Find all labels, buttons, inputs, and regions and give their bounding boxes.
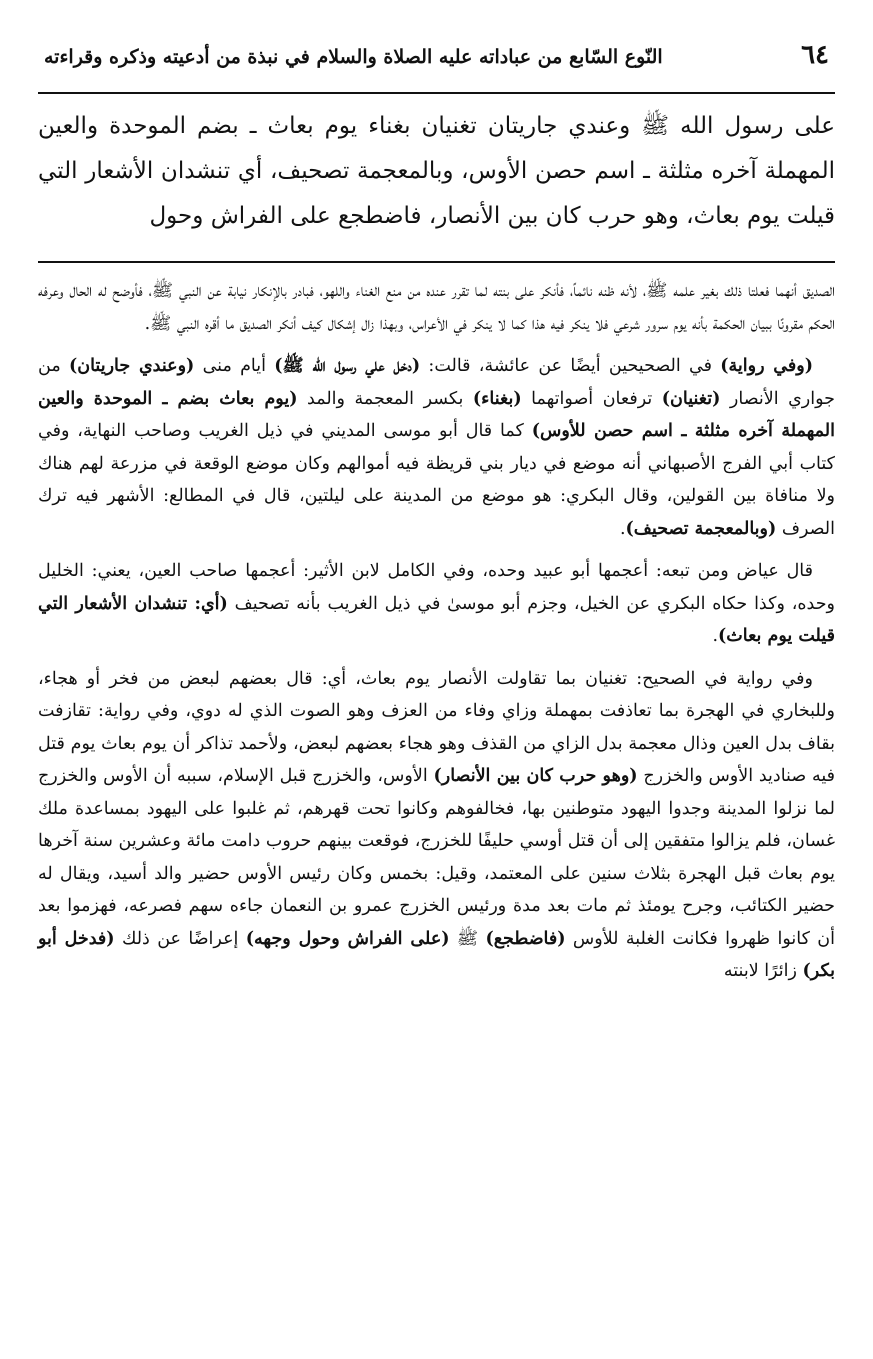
running-header: [38, 40, 835, 94]
main-text: [38, 104, 835, 239]
commentary-text: بكسر المعجمة والمد: [297, 388, 473, 409]
quoted-text: (فاضطجع): [485, 928, 566, 949]
commentary-text: .: [619, 518, 626, 539]
main-text-paragraph: على رسول الله ﷺ وعندي جاريتان تغنيان بغناء يوم بعاث ـ بضم الموحدة والعين المهملة آخره مثلثة ـ اسم حصن الأوس، وبالمعجمة تصحيف، أي تنشدان الأشعار التي قيلت يوم بعاث، وهو حرب كان بين الأنصار، فاضطجع على الفراش وحول: [38, 113, 835, 229]
quoted-text: (وهو حرب كان بين الأنصار): [433, 766, 638, 786]
quoted-text: (دخل علي رسول الله ﷺ): [274, 356, 421, 376]
commentary-text: .: [712, 626, 719, 646]
commentary-paragraph-2: [38, 350, 835, 545]
quoted-text: (أي: تنشدان الأشعار التي قيلت يوم بعاث): [38, 593, 835, 646]
commentary-text: في الصحيحين أيضًا عن عائشة، قالت:: [420, 356, 721, 376]
commentary-text: من جواري الأنصار: [38, 356, 835, 409]
commentary-text: وفي رواية في الصحيح: تغنيان بما تقاولت الأنصار يوم بعاث، أي: قال بعضهم لبعض من فخر أو هجاء، وللبخاري في الهجرة بما تعاذفت بمهملة وزاي وفاء من العزف وهو الصوت الذي له دوي، وفي رواية: تقازفت بقاف بدل العين وذال معجمة بدل الزاي من القذف وهو هجاء بعضهم لبعض، ولأحمد تذاكر أن يوم بعاث يوم قتل فيه صناديد الأوس والخزرج: [38, 668, 835, 786]
quoted-text: (تغنيان): [661, 388, 721, 409]
commentary-text: ﷺ: [449, 928, 486, 949]
quoted-text: (يوم بعاث بضم ـ الموحدة والعين المهملة آخره مثلثة ـ اسم حصن للأوس): [38, 388, 835, 441]
commentary-paragraph-4: [38, 663, 835, 988]
commentary-text: أيام منى: [194, 356, 275, 376]
quoted-text: (فدخل أبو بكر): [38, 928, 835, 981]
commentary-text: الأوس، والخزرج قبل الإسلام، سببه أن الأوس والخزرج لما نزلوا المدينة وجدوا اليهود متوطنين بها، فخالفوهم وكانوا تحت قهرهم، ثم غلبوا على اليهود بمساعدة ملك غسان، فلم يزالوا متفقين إلى أن قتل أوسي حليفًا للخزرج، فوقعت بينهم حروب دامت مائة وعشرين سنة آخرها يوم بعاث قبل الهجرة بثلاث سنين على المعتمد، وقيل: بخمس وكان رئيس الأوس حضير والد أسيد، ويقال له حضير الكتائب، وجرح يومئذ ثم مات بعد مدة ورئيس الخزرج عمرو بن النعمان جاءه سهم فصرعه، فهزموا بعد أن كانوا ظهروا فكانت الغلبة للأوس: [38, 766, 836, 949]
quoted-text: (بغناء): [472, 388, 522, 409]
quoted-text: (وفي رواية): [720, 356, 813, 376]
commentary-paragraph-3: [38, 555, 835, 653]
commentary-text: إعراضًا عن ذلك: [114, 928, 246, 949]
commentary-text: زائرًا لابنته: [723, 961, 803, 981]
commentary-text: ترفعان أصواتهما: [521, 388, 662, 409]
quoted-text: (وبالمعجمة تصحيف): [625, 518, 777, 539]
page-number: ٦٤: [801, 40, 829, 70]
commentary: [38, 275, 835, 988]
commentary-text: كما قال أبو موسى المديني في ذيل الغريب وصاحب النهاية، وفي كتاب أبي الفرج الأصبهاني أنه موضع في ديار بني قريظة فيه أموالهم وكان موضع الوقعة في مزرعة لهم هناك ولا منافاة بين القولين، وقال البكري: هو موضع من المدينة على ليلتين، قال في المطالع: الأشهر فيه ترك الصرف: [38, 421, 835, 539]
commentary-paragraph-1: الصديق أنهما فعلتا ذلك بغير علمه ﷺ، لأنه ظنه نائماً، فأنكر على بنته لما تقرر عنده من منع الغناء واللهو، فبادر بالإنكار نيابة عن النبي ﷺ، فأوضح له الحال وعرفه الحكم مقرونًا ببيان الحكمة بأنه يوم سرور شرعي فلا ينكر فيه هذا كما لا ينكر في الأعراس، وبهذا زال إشكال كيف أنكر الصديق ما أقره النبي ﷺ.: [38, 281, 835, 334]
quoted-text: (على الفراش وحول وجهه): [245, 928, 450, 949]
quoted-text: (وعندي جاريتان): [68, 356, 195, 376]
book-page: [38, 40, 835, 1319]
chapter-title: النّوع السّابع من عباداته عليه الصلاة والسلام في نبذة من أدعيته وذكره وقراءته: [44, 46, 663, 68]
footnote-divider: [38, 261, 835, 263]
commentary-text: قال عياض ومن تبعه: أعجمها أبو عبيد وحده، وفي الكامل لابن الأثير: أعجمها صاحب العين، يعني: الخليل وحده، وكذا حكاه البكري عن الخيل، وجزم أبو موسىٰ في ذيل الغريب بأنه تصحيف: [38, 561, 835, 614]
